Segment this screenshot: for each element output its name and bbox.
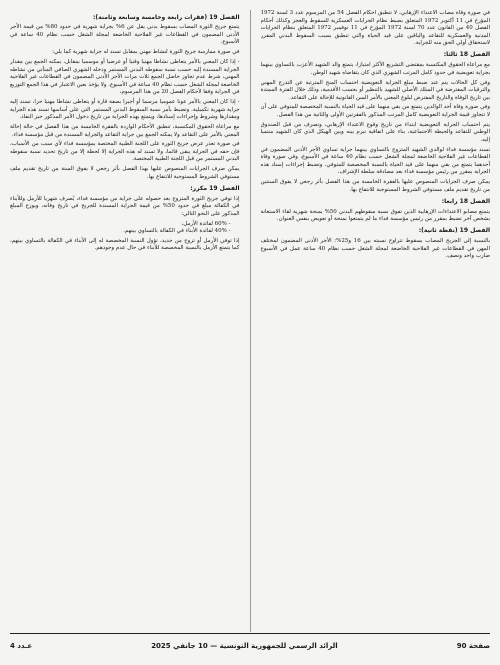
paragraph: في صورة تعذر عرض جريح الثورة على اللجنة الطبية المختصة بمؤسسة فداء لأي سبب من الأسباب، فإن حقه في الجراية يبقى قائما، ولا تسند له هذه الجراية إلا لحظة إلا من تاريخ تحديد نسبة سقوطه البدني المستمر من قبل اللجنة الطبية المختصة. [10, 141, 240, 163]
paragraph: تسند مؤسسة فداء لوالدي الشهيد المتزوج بالتساوي بينهما جراية تساوي الأجر الأدنى المضمون في القطاعات غير الفلاحية الخاضعة لمجلة الشغل حسب نظام 40 ساعة في الأسبوع، وفي صورة وفاة أحدهما يتمتع من بقي منهما على قيد الحياة بالنسبة المخصصة للمتوفي. وتضبط إجراءات إسناد هذه الجراية بمقرر من رئيس مؤسسة فداء بعد مصادقة سلطة الإشراف. [260, 146, 490, 176]
issue-number: عـدد 4 [10, 642, 33, 650]
column-divider [250, 10, 251, 632]
article-heading: الفصل 18 رابعا: [441, 197, 490, 205]
paragraph: يمكن صرف الجرايات المنصوص عليها بالفقرة الخامسة من هذا الفصل بأثر رجعي لا يفوق السنتين من تاريخ تقديم ملف مستوفي الشروط المستوجبة للانتفاع بها. [260, 179, 490, 193]
list-item: - 60% لفائدة الأرمل، [10, 221, 231, 229]
text-columns [10, 10, 490, 632]
article-heading: الفصل 18 ثالثا: [443, 51, 490, 59]
article-heading: الفصل 19 (فقرات رابعة وخامسة وسابعة وثامنة): [93, 13, 240, 21]
paragraph: وفي كل الحالات يتم عند ضبط مبلغ الجراية التعويضية احتساب المنح المترتبة عن التدرج المهني والترقيات المفترضة في السلك الأصلي للشهيد بالتنظير أو بحسب الأقدمية، وذلك خلال الفترة الممتدة بين تاريخ الوفاة والتاريخ المفترض لبلوغ المعني بالأمر السن القانونية للإحالة على التقاعد. [260, 79, 490, 101]
paragraph: يمكن صرف الجرايات المنصوص عليها بهذا الفصل بأثر رجعي لا يفوق السنة من تاريخ تقديم ملف مستوفي الشروط المستوجبة للانتفاع بها. [10, 166, 240, 180]
page-footer [10, 638, 490, 654]
footer-rule [10, 633, 490, 634]
paragraph: مع مراعاة الحقوق المكتسبة بمقتضى التشريع الأكثر امتيازا، يتمتع والد الشهيد الأعزب بالتساوي بينهما بجراية تعويضية في حدود كامل المرتب الشهري الذي كان يتقاضاه شهيد الوطن. [260, 62, 490, 76]
paragraph: وفي صورة وفاة أحد الوالدين يتمتع من بقي منهما على قيد الحياة بالنسبة المخصصة للمتوفي على أن لا تتجاوز قيمة الجراية التعويضية كامل المرتب المذكور بالفقرتين الأولى والثانية من هذا الفصل. [260, 104, 490, 118]
article-heading: الفصل 19 مكرر: [190, 184, 240, 192]
bullet-list [10, 221, 240, 236]
right-column [261, 10, 491, 632]
article-heading: الفصل 19 (نقطة ثانية): [418, 227, 490, 235]
paragraph: إذا توفي جريح الثورة المتزوج بعد حصوله على جراية من مؤسسة فداء، يُصرف شهريا للأرمل وللأبناء في الكفالة مبلغ في حدود 50% من قيمة الجراية المسندة للجريح في تاريخ وفاته، ويوزع المبلغ المذكور على النحو التالي: [10, 195, 240, 217]
list-item: - 40% لفائدة الأبناء في الكفالة بالتساوي بينهم. [10, 228, 231, 236]
gazette-title: الرائد الرسمي للجمهورية التونسية — 10 جانفي 2025 [151, 642, 338, 650]
paragraph: مع مراعاة الحقوق المكتسبة، تنطبق الأحكام الواردة بالفقرة الخامسة من هذا الفصل في حالة إحالة المعني بالأمر على التقاعد ولا يمكنه الجمع بين جراية التقاعد والجراية المسندة من قبل مؤسسة فداء. [10, 123, 240, 138]
paragraph: - إذا كان المعني بالأمر يتعاطى نشاطا مهنيا وقتيا أو عرضيا أو موسميا بمقابل، يمكنه الجمع بين مقدار الجراية المسندة إليه حسب نسبة سقوطه البدني المستمر ودخله الشهري الصافي المتأتي من نشاطه المهني، شرط عدم تجاوز حاصل الجمع ثلاث مرات الأجر الأدنى المضمون في القطاعات غير الفلاحية الخاضعة لمجلة الشغل حسب نظام 40 ساعة في الأسبوع. ولا يؤخذ بعين الاعتبار في هذا الجمع التوزيع في الجراية وفقا لأحكام الفصل 20 من هذا المرسوم، [10, 58, 240, 96]
paragraph: يتمتع مصابو الاعتداءات الإرهابية الذين تفوق نسبة سقوطهم البدني 50% بمنحة شهرية لقاء الاستعانة بشخص آخر تضبط بمقرر من رئيس مؤسسة فداء ما لم يتمتعوا بمنحة أو تعويض بنفس العنوان. [260, 208, 490, 223]
paragraph: يتمتع جريح الثورة المصاب بسقوط بدني يقل عن 6% بجراية شهرية في حدود 80% من قيمة الأجر الأدنى المضمون في القطاعات غير الفلاحية الخاضعة لمجلة الشغل حسب نظام 40 ساعة في الأسبوع. [10, 24, 240, 46]
paragraph: إذا توفي الأرمل أو تزوج من جديد، تؤول النسبة المخصصة له إلى الأبناء في الكفالة بالتساوي بينهم، كما يتمتع الأرمل بالنسبة المخصصة للأبناء في حال عدم وجودهم. [10, 237, 240, 252]
paragraph: بالنسبة إلى الجريح المصاب بسقوط تتراوح نسبته بين 16 و25%: الأجر الأدنى المضمون لمختلف المهن في القطاعات غير الفلاحية الخاضعة لمجلة الشغل حسب نظام 40 ساعة عمل في الأسبوع ضارب واحد ونصف. [260, 238, 490, 260]
left-column [10, 10, 240, 632]
paragraph: في صورة وفاة مصاب الاعتداء الإرهابي، لا تنطبق أحكام الفصل 54 من المرسوم عدد 3 لسنة 1972 المؤرخ في 11 أكتوبر 1972 المتعلق بضبط نظام الجرايات العسكرية للسقوط والعجز وكذلك أحكام الفصل 40 من القانون عدد 70 لسنة 1972 المؤرخ في 11 نوفمبر 1972 المتعلق بنظام الجرايات المدنية والعسكرية للتقاعد والباقين على قيد الحياة والتي تنطبق بسبب السقوط البدني المقرر لاستحقاق أولي الحق منه للجراية. [260, 10, 490, 47]
paragraph: يتم احتساب الجراية التعويضية ابتداء من تاريخ وقوع الاعتداء الإرهابي، وتصرف من قبل الصندوق الوطني للتقاعد والحيطة الاجتماعية، بناء على اتفاقية تبرم بينه وبين الهيكل الذي كان الشهيد منتميا إليه. [260, 121, 490, 143]
paragraph: - إذا كان المعني بالأمر عونا عموميا مرسما أو أجيرا بصفة قارة أو يتعاطى نشاطا مهنيا حرا، تسند إليه جراية شهرية تكميلية. وتضبط بأمر نسبة السقوط البدني المستمر التي على أساسها تسند هذه الجراية ومقدارها وشروط وإجراءات إسنادها، ويتمتع بهذه الجراية من تاريخ دخول الأمر المذكور حيز النفاذ. [10, 99, 240, 121]
paragraph: في صورة ممارسة جريح الثورة لنشاط مهني بمقابل تسند له جراية شهرية كما يلي: [52, 49, 240, 56]
page-number: صفحة 90 [456, 642, 490, 650]
